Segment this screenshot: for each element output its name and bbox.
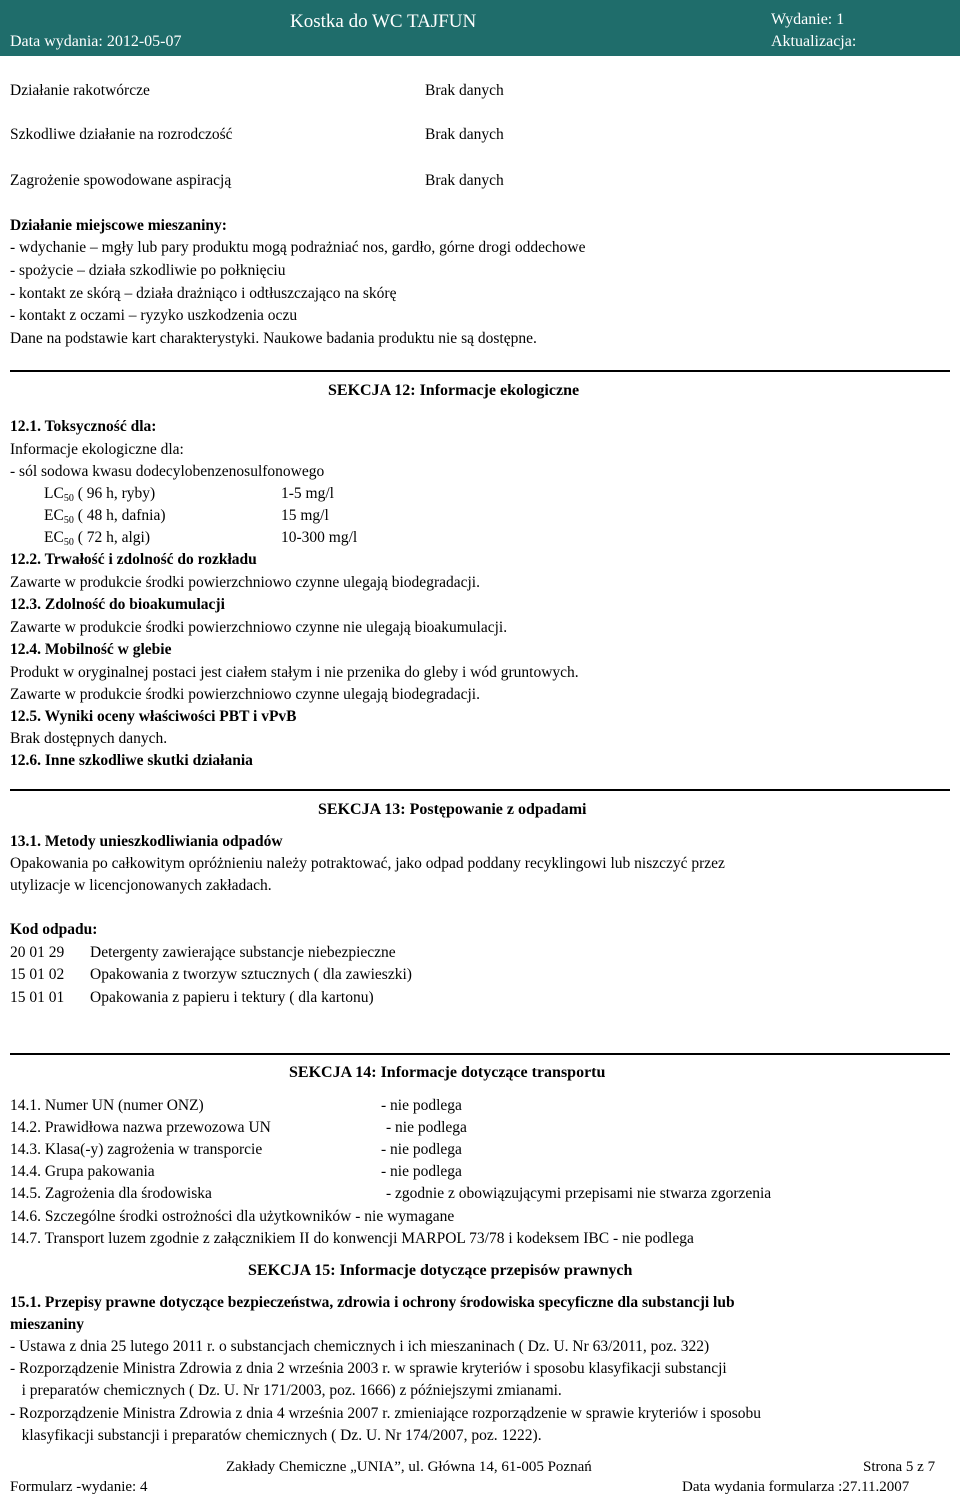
disposal-text: Opakowania po całkowitym opróżnieniu należy potraktować, jako odpad poddany recyklingowi lub niszczyć przez	[10, 855, 725, 872]
waste-code: 20 01 29	[10, 944, 65, 961]
tox-row-label: Szkodliwe działanie na rozrodczość	[10, 126, 233, 143]
subsection-12-4: 12.4. Mobilność w glebie	[10, 641, 172, 658]
transport-value: - nie podlega	[381, 1097, 462, 1114]
tox-row-value: Brak danych	[425, 126, 504, 143]
transport-value: - nie podlega	[386, 1119, 467, 1136]
footer-page-number: Strona 5 z 7	[863, 1459, 936, 1475]
section-13-title: SEKCJA 13: Postępowanie z odpadami	[318, 801, 587, 818]
section-divider	[10, 370, 950, 372]
local-effects-heading: Działanie miejscowe mieszaniny:	[10, 217, 227, 234]
document-title: Kostka do WC TAJFUN	[290, 11, 477, 32]
tox-param: $EC_{50}$ ( 48 h, dafnia)	[44, 507, 166, 526]
waste-code: 15 01 02	[10, 966, 65, 983]
regulation-line: - Rozporządzenie Ministra Zdrowia z dnia 4 września 2007 r. zmieniające rozporządzenie w sprawie kryteriów i sposobu	[10, 1405, 762, 1422]
subsection-12-2: 12.2. Trwałość i zdolność do rozkładu	[10, 551, 257, 568]
tox-param: $LC_{50}$ ( 96 h, ryby)	[44, 485, 156, 504]
tox-row-label: Zagrożenie spowodowane aspiracją	[10, 172, 232, 189]
transport-row: 14.7. Transport luzem zgodnie z załącznikiem II do konwencji MARPOL 73/78 i kodeksem IBC - nie podlega	[10, 1230, 694, 1247]
transport-label: 14.1. Numer UN (numer ONZ)	[10, 1097, 204, 1114]
transport-label: 14.4. Grupa pakowania	[10, 1163, 155, 1180]
disposal-text: utylizacje w licencjonowanych zakładach.	[10, 877, 272, 894]
transport-label: 14.2. Prawidłowa nazwa przewozowa UN	[10, 1119, 271, 1136]
waste-code-desc: Detergenty zawierające substancje niebezpieczne	[90, 944, 396, 961]
local-effects-line: - spożycie – działa szkodliwie po połknięciu	[10, 262, 286, 279]
section-15-title: SEKCJA 15: Informacje dotyczące przepisów prawnych	[248, 1262, 633, 1279]
transport-row: 14.6. Szczególne środki ostrożności dla użytkowników - nie wymagane	[10, 1208, 455, 1225]
tox-value: 1-5 mg/l	[281, 485, 334, 502]
footer-form: Formularz -wydanie: 4	[10, 1479, 148, 1495]
tox-param: $EC_{50}$ ( 72 h, algi)	[44, 529, 151, 548]
waste-code: 15 01 01	[10, 989, 65, 1006]
subsection-text: Zawarte w produkcie środki powierzchniowo czynne ulegają biodegradacji.	[10, 686, 480, 703]
regulation-line: klasyfikacji substancji i preparatów chemicznych ( Dz. U. Nr 174/2007, poz. 1222).	[10, 1427, 542, 1444]
substance-name: - sól sodowa kwasu dodecylobenzenosulfonowego	[10, 463, 325, 480]
tox-value: 10-300 mg/l	[281, 529, 358, 546]
subsection-15-1: 15.1. Przepisy prawne dotyczące bezpieczeństwa, zdrowia i ochrony środowiska specyficzne dla substancji lub	[10, 1294, 735, 1311]
local-effects-line: - wdychanie – mgły lub pary produktu mogą podrażniać nos, gardło, górne drogi oddechowe	[10, 239, 586, 256]
subsection-12-5: 12.5. Wyniki oceny właściwości PBT i vPvB	[10, 708, 297, 725]
local-effects-line: - kontakt ze skórą – działa drażniąco i odtłuszczająco na skórę	[10, 285, 397, 302]
local-effects-line: Dane na podstawie kart charakterystyki. Naukowe badania produktu nie są dostępne.	[10, 330, 537, 347]
section-divider	[10, 789, 950, 791]
eco-info-label: Informacje ekologiczne dla:	[10, 441, 184, 458]
transport-value: - nie podlega	[381, 1163, 462, 1180]
subsection-text: Zawarte w produkcie środki powierzchniowo czynne nie ulegają bioakumulacji.	[10, 619, 508, 636]
waste-code-desc: Opakowania z papieru i tektury ( dla kartonu)	[90, 989, 374, 1006]
section-12-title: SEKCJA 12: Informacje ekologiczne	[328, 382, 580, 399]
footer-form-date: Data wydania formularza :27.11.2007	[682, 1479, 910, 1495]
tox-row-value: Brak danych	[425, 172, 504, 189]
regulation-line: - Ustawa z dnia 25 lutego 2011 r. o substancjach chemicznych i ich mieszaninach ( Dz. U. Nr 63/2011, poz. 322)	[10, 1338, 710, 1355]
tox-row-value: Brak danych	[425, 82, 504, 99]
transport-label: 14.3. Klasa(-y) zagrożenia w transporcie	[10, 1141, 263, 1158]
transport-value: - zgodnie z obowiązującymi przepisami nie stwarza zgorzenia	[386, 1185, 772, 1202]
release-date: Data wydania: 2012-05-07	[10, 33, 182, 50]
subsection-text: Produkt w oryginalnej postaci jest ciałem stałym i nie przenika do gleby i wód gruntowych.	[10, 664, 579, 681]
regulation-line: i preparatów chemicznych ( Dz. U. Nr 171/2003, poz. 1666) z późniejszymi zmianami.	[10, 1382, 562, 1399]
update-label: Aktualizacja:	[771, 33, 857, 50]
tox-row-label: Działanie rakotwórcze	[10, 82, 150, 99]
subsection-13-1: 13.1. Metody unieszkodliwiania odpadów	[10, 833, 283, 850]
footer-company: Zakłady Chemiczne „UNIA”, ul. Główna 14, 61-005 Poznań	[226, 1459, 592, 1475]
subsection-12-3: 12.3. Zdolność do bioakumulacji	[10, 596, 225, 613]
subsection-12-6: 12.6. Inne szkodliwe skutki działania	[10, 752, 253, 769]
regulation-line: - Rozporządzenie Ministra Zdrowia z dnia 2 września 2003 r. w sprawie kryteriów i sposobu klasyfikacji substancji	[10, 1360, 727, 1377]
subsection-12-1: 12.1. Toksyczność dla:	[10, 418, 157, 435]
transport-value: - nie podlega	[381, 1141, 462, 1158]
section-divider	[10, 1053, 950, 1055]
subsection-text: Brak dostępnych danych.	[10, 730, 168, 747]
subsection-15-1-cont: mieszaniny	[10, 1316, 85, 1333]
edition: Wydanie: 1	[771, 11, 845, 28]
tox-value: 15 mg/l	[281, 507, 329, 524]
local-effects-line: - kontakt z oczami – ryzyko uszkodzenia oczu	[10, 307, 298, 324]
subsection-text: Zawarte w produkcie środki powierzchniowo czynne ulegają biodegradacji.	[10, 574, 480, 591]
transport-label: 14.5. Zagrożenia dla środowiska	[10, 1185, 212, 1202]
waste-code-heading: Kod odpadu:	[10, 921, 98, 938]
section-14-title: SEKCJA 14: Informacje dotyczące transportu	[289, 1064, 606, 1081]
waste-code-desc: Opakowania z tworzyw sztucznych ( dla zawieszki)	[90, 966, 412, 983]
